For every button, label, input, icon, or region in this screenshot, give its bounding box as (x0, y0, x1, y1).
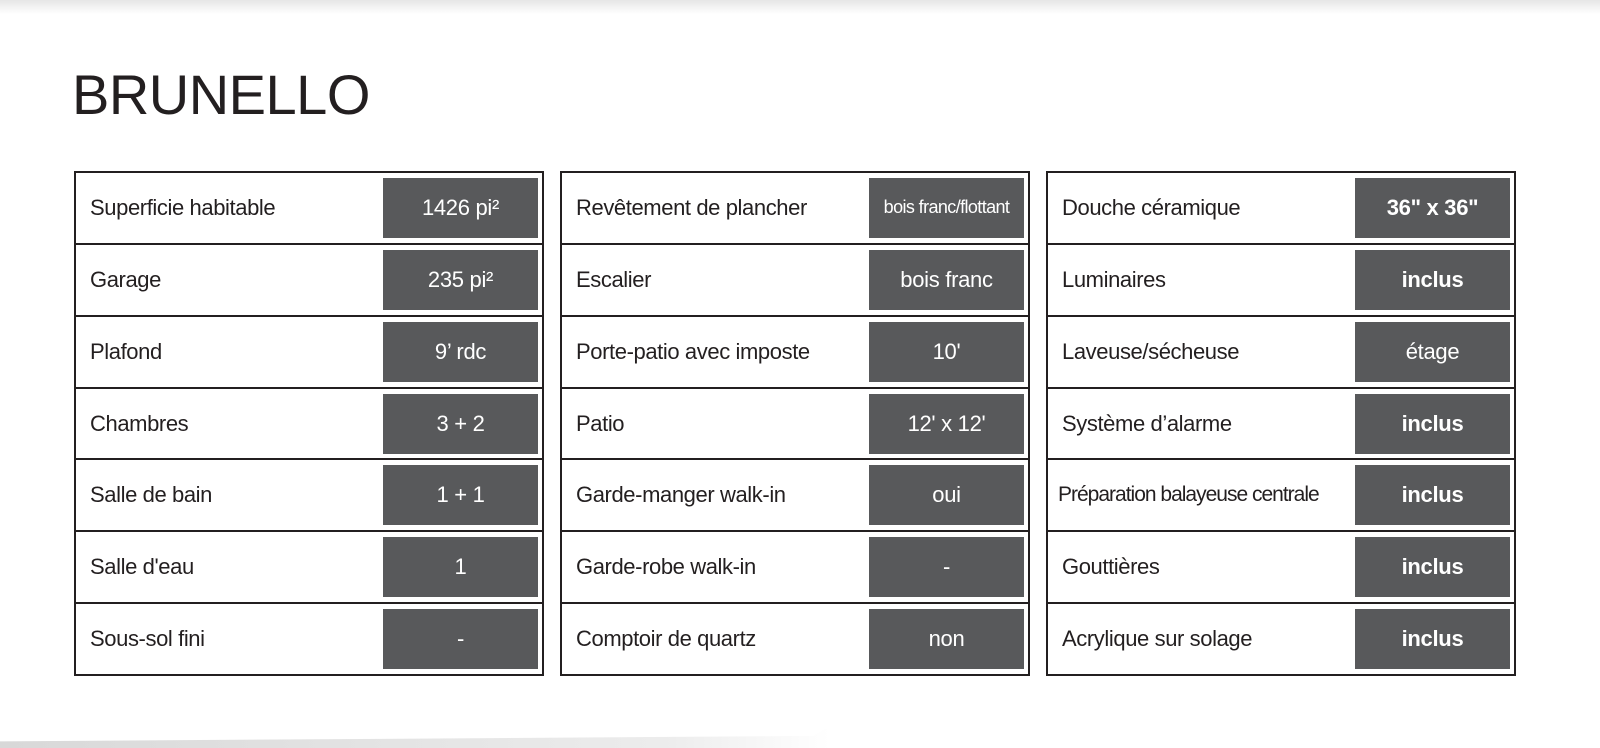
spec-label: Revêtement de plancher (576, 194, 807, 220)
spec-row (76, 389, 542, 461)
spec-row (562, 173, 1028, 245)
spec-row (76, 173, 542, 245)
spec-value: inclus (1355, 465, 1510, 525)
spec-row (1048, 245, 1514, 317)
spec-table-equipment (1046, 171, 1516, 676)
spec-row (1048, 389, 1514, 461)
spec-value: 10' (869, 322, 1024, 382)
spec-table-finishes (560, 171, 1030, 676)
spec-label: Superficie habitable (90, 194, 276, 220)
spec-value: 1 + 1 (383, 465, 538, 525)
spec-value: 3 + 2 (383, 394, 538, 454)
spec-label: Plafond (90, 338, 162, 364)
spec-label: Système d’alarme (1062, 410, 1232, 436)
spec-row (1048, 173, 1514, 245)
spec-label: Garage (90, 266, 161, 292)
spec-value: 12' x 12' (869, 394, 1024, 454)
spec-value: 9’ rdc (383, 322, 538, 382)
spec-row (76, 604, 542, 674)
spec-row (76, 317, 542, 389)
spec-label: Porte-patio avec imposte (576, 338, 810, 364)
spec-row (562, 604, 1028, 674)
spec-label: Garde-manger walk-in (576, 482, 786, 508)
spec-label: Douche céramique (1062, 194, 1241, 220)
spec-label: Garde-robe walk-in (576, 554, 756, 580)
spec-label: Comptoir de quartz (576, 626, 756, 652)
spec-label: Salle de bain (90, 482, 213, 508)
spec-value: - (869, 537, 1024, 597)
spec-value: 36" x 36" (1355, 178, 1510, 238)
spec-value: 1 (383, 537, 538, 597)
spec-label: Salle d'eau (90, 554, 194, 580)
spec-row (562, 389, 1028, 461)
spec-value: 1426 pi² (383, 178, 538, 238)
spec-value: étage (1355, 322, 1510, 382)
spec-row (562, 317, 1028, 389)
spec-label: Luminaires (1062, 266, 1166, 292)
spec-value: 235 pi² (383, 250, 538, 310)
spec-row (1048, 317, 1514, 389)
spec-label: Acrylique sur solage (1062, 626, 1253, 652)
spec-row (562, 460, 1028, 532)
page-curl-shadow (0, 726, 830, 748)
spec-row (76, 532, 542, 604)
spec-row (562, 245, 1028, 317)
spec-row (76, 460, 542, 532)
spec-value: inclus (1355, 250, 1510, 310)
spec-row (1048, 604, 1514, 674)
spec-value: non (869, 609, 1024, 669)
spec-row (1048, 532, 1514, 604)
spec-row (1048, 460, 1514, 532)
spec-value: inclus (1355, 609, 1510, 669)
spec-value: bois franc/flottant (869, 178, 1024, 238)
spec-label: Gouttières (1062, 554, 1160, 580)
spec-value: inclus (1355, 537, 1510, 597)
spec-row (76, 245, 542, 317)
spec-row (562, 532, 1028, 604)
spec-value: inclus (1355, 394, 1510, 454)
spec-value: oui (869, 465, 1024, 525)
spec-value: bois franc (869, 250, 1024, 310)
spec-table-general (74, 171, 544, 676)
spec-label: Sous-sol fini (90, 626, 205, 652)
top-shadow (0, 0, 1600, 14)
spec-label: Patio (576, 410, 625, 436)
spec-value: - (383, 609, 538, 669)
spec-label: Préparation balayeuse centrale (1058, 483, 1319, 507)
spec-label: Escalier (576, 266, 652, 292)
page-title: BRUNELLO (72, 63, 370, 126)
spec-label: Laveuse/sécheuse (1062, 338, 1240, 364)
spec-label: Chambres (90, 410, 189, 436)
